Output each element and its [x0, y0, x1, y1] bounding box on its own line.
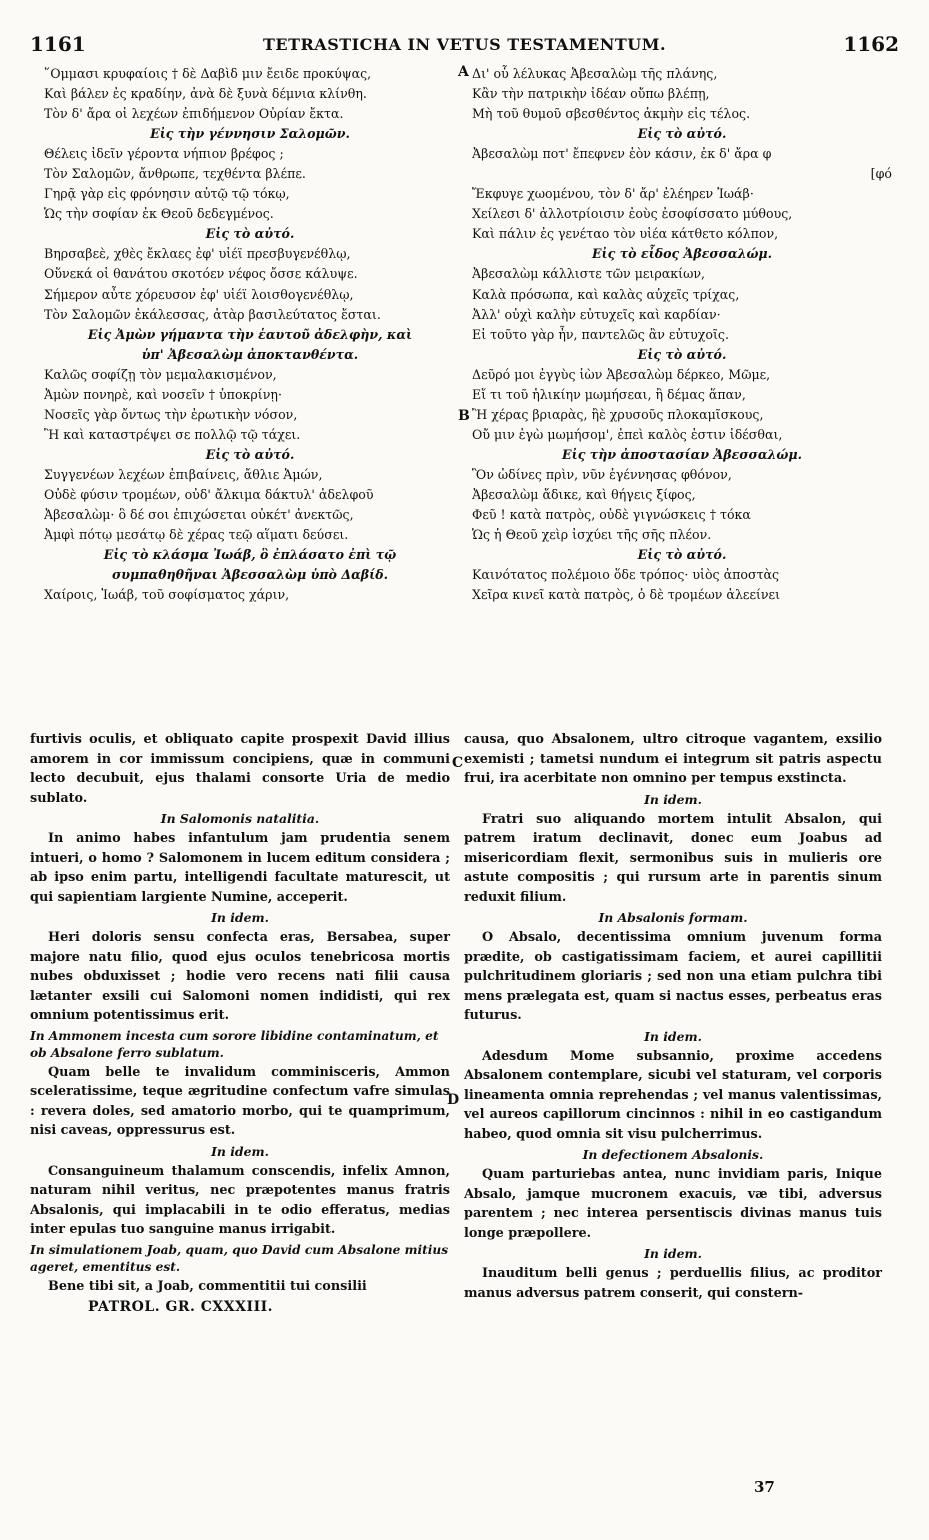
latin-heading: In idem.	[211, 1143, 269, 1159]
greek-line: Συγγενέων λεχέων ἐπιβαίνεις, ἄθλιε Ἀμών,	[44, 466, 323, 482]
greek-line: Ἀβεσαλὼμ· ὃ δέ σοι ἐπιχώσεται οὐκέτ' ἀνεκτῶς,	[44, 507, 354, 523]
latin-heading: In idem.	[644, 1246, 702, 1261]
sheet-number: 37	[754, 1478, 775, 1496]
greek-line: Ἀβεσαλὼμ ποτ' ἔπεφνεν ἑὸν κάσιν, ἐκ δ' ἄρα φ	[472, 146, 772, 162]
latin-paragraph: causa, quo Absalonem, ultro citroque vagantem, exsilio exemisti ; tametsi nundum ei integrum sit patris aspectu frui, ira acerbitate non omnino per tempus exstincta.	[464, 732, 882, 786]
latin-heading: In Ammonem incesta cum sorore libidine contaminatum, et ob Absalone ferro sublatum.	[30, 1028, 439, 1060]
greek-heading: Εἰς τὸ εἶδος Ἀβεσσαλώμ.	[591, 246, 773, 262]
greek-line: Καλῶς σοφίζῃ τὸν μεμαλακισμένον,	[44, 366, 277, 382]
latin-paragraph: In animo habes infantulum jam prudentia senem intueri, o homo ? Salomonem in lucem editum considera ; ab ipso enim partu, intelligendi facultate maturescit, ut qui sapientiam largiente Numine, acceperit.	[30, 831, 450, 905]
latin-paragraph: Consanguineum thalamum conscendis, infelix Amnon, naturam nihil veritus, nec præpotentes manus fratris Absalonis, qui implacabili in te odio efferatus, medias inter epulas tuo sanguine manus irrigabit.	[30, 1163, 450, 1237]
greek-line: Ἢ καὶ καταστρέψει σε πολλῷ τῷ τάχει.	[44, 426, 301, 442]
margin-mark-c: C	[452, 755, 464, 771]
greek-line: Ἀμφὶ πότῳ μεσάτῳ δὲ χέρας τεῷ αἵματι δεύσει.	[44, 527, 349, 543]
greek-line: Οὔ μιν ἐγὼ μωμήσομ', ἐπεὶ καλὸς ἐστιν ἰδέσθαι,	[472, 426, 783, 442]
greek-heading: Εἰς τὴν ἀποστασίαν Ἀβεσσαλώμ.	[562, 446, 802, 462]
greek-line: Δεῦρό μοι ἐγγὺς ἰὼν Ἀβεσαλὼμ δέρκεο, Μῶμε,	[472, 366, 771, 382]
latin-heading: In idem.	[644, 1028, 702, 1044]
greek-heading: Εἰς τὸ αὐτό.	[637, 346, 727, 362]
running-title: TETRASTICHA IN VETUS TESTAMENTUM.	[262, 35, 667, 54]
latin-heading: In simulationem Joab, quam, quo David cum Absalone mitius ageret, ementitus est.	[30, 1242, 449, 1274]
latin-paragraph: Quam parturiebas antea, nunc invidiam paris, Inique Absalo, jamque mucronem exacuis, væ tibi, adversus parentem ; nec interea persentiscis divinas manus tuis longe præpollere.	[464, 1167, 882, 1241]
latin-paragraph: Quam belle te invalidum comminisceris, Ammon sceleratissime, teque ægritudine confectum vafre simulas : revera doles, sed amatorio morbo, qui te quamprimum, nisi caveas, oppressurus est.	[30, 1064, 450, 1138]
greek-line: Καὶ βάλεν ἐς κραδίην, ἀνὰ δὲ ξυνὰ δέμνια κλίνθη.	[44, 86, 367, 102]
greek-column-left	[44, 64, 456, 605]
greek-line: Τὸν δ' ἄρα οἱ λεχέων ἐπιδήμενον Οὐρίαν ἔκτα.	[44, 106, 344, 122]
latin-heading: In Salomonis natalitia.	[160, 811, 320, 826]
greek-line: Χεῖρα κινεῖ κατὰ πατρὸς, ὁ δὲ τρομέων ἀλεείνει	[472, 587, 781, 603]
greek-line: Τὸν Σαλομῶν ἐκάλεσσας, ἀτὰρ βασιλεύτατος ἔσται.	[44, 306, 381, 322]
latin-paragraph: Bene tibi sit, a Joab, commentitii tui consilii	[48, 1278, 367, 1294]
latin-column-right	[464, 730, 882, 1303]
greek-line: Καλὰ πρόσωπα, καὶ καλὰς αὐχεῖς τρίχας,	[472, 286, 740, 302]
latin-paragraph: Adesdum Mome subsannio, proxime accedens Absalonem contemplare, sicubi vel staturam, vel corporis lineamenta omnia reprehendas ; vel manus valentissimas, vel aureos capillorum cincinnos : nihil in eo castigandum habeo, quod omnia sit visu pulcherrimus.	[464, 1048, 882, 1142]
greek-line: Θέλεις ἰδεῖν γέροντα νήπιον βρέφος ;	[44, 146, 284, 162]
greek-heading: Εἰς τὴν γέννησιν Σαλομῶν.	[150, 126, 350, 142]
greek-line: Βηρσαβεὲ, χθὲς ἔκλαες ἐφ' υἱέϊ πρεσβυγενέθλῳ,	[44, 246, 351, 262]
greek-line: Ὡς ἡ Θεοῦ χεὶρ ἰσχύει τῆς σῆς πλέον.	[472, 527, 712, 543]
greek-line: Σήμερον αὖτε χόρευσον ἐφ' υἱέϊ λοισθογενέθλῳ,	[44, 286, 354, 302]
greek-line: Οὕνεκά οἱ θανάτου σκοτόεν νέφος ὄσσε κάλυψε.	[44, 266, 358, 282]
greek-line: Ἔκφυγε χωομένου, τὸν δ' ἄρ' ἐλέηρεν Ἰωάβ·	[472, 186, 754, 202]
greek-line: Ἀλλ' οὐχὶ καλὴν εὐτυχεῖς καὶ καρδίαν·	[472, 306, 721, 322]
greek-line: Μὴ τοῦ θυμοῦ σβεσθέντος ἀκμὴν εἰς τέλος.	[472, 106, 751, 122]
greek-line: Ὃν ὠδίνες πρὶν, νῦν ἐγέννησας φθόνον,	[472, 466, 732, 482]
greek-line: Ὡς τὴν σοφίαν ἐκ Θεοῦ δεδεγμένος.	[44, 206, 274, 222]
greek-line: Εἰ τοῦτο γὰρ ἦν, παντελῶς ἂν εὐτυχοῖς.	[472, 326, 729, 342]
greek-column-right	[472, 64, 892, 605]
page-number-left: 1161	[30, 32, 86, 56]
latin-column-left	[30, 730, 450, 1318]
greek-line: Χείλεσι δ' ἀλλοτρίοισιν ἐοὺς ἐσοφίσσατο μύθους,	[472, 206, 793, 222]
greek-heading: Εἰς τὸ αὐτό.	[205, 226, 295, 242]
greek-line: Ἀβεσαλὼμ ἄδικε, καὶ θήγεις ξίφος,	[472, 486, 696, 502]
greek-heading: συμπαθηθῆναι Ἀβεσσαλὼμ ὑπὸ Δαβίδ.	[111, 567, 389, 583]
margin-mark-d: D	[447, 1092, 460, 1108]
greek-line: Εἴ τι τοῦ ἡλικίην μωμήσεαι, ἢ δέμας ἅπαν,	[472, 386, 746, 402]
latin-heading: In defectionem Absalonis.	[582, 1147, 764, 1162]
patrology-signature: PATROL. GR. CXXXIII.	[88, 1299, 274, 1315]
page-number-right: 1162	[843, 32, 899, 56]
greek-line: Καὶ πάλιν ἐς γενέταο τὸν υἱέα κάτθετο κόλπον,	[472, 226, 779, 242]
greek-line-runover: [φό	[870, 166, 892, 182]
greek-heading: Εἰς τὸ κλάσμα Ἰωάβ, ὃ ἐπλάσατο ἐπὶ τῷ	[103, 547, 397, 563]
margin-mark-a: A	[458, 64, 469, 80]
greek-line: Ἀμὼν πονηρὲ, καὶ νοσεῖν † ὑποκρίνῃ·	[44, 386, 282, 402]
running-header	[30, 32, 899, 56]
greek-line: ῞Ομμασι κρυφαίοις † δὲ Δαβὶδ μιν ἔειδε προκύψας,	[44, 66, 372, 81]
greek-line: Δι' οὗ λέλυκας Ἀβεσαλὼμ τῆς πλάνης,	[472, 66, 718, 81]
greek-heading: ὑπ' Ἀβεσαλὼμ ἀποκτανθέντα.	[141, 346, 359, 362]
latin-paragraph: Heri doloris sensu confecta eras, Bersabea, super majore natu filio, quod ejus oculos tenebricosa mortis nubes obduxisset ; hodie vero recens nati filii causa lætanter exsili cui Salomoni nomen indidisti, qui rex omnium potentissimus erit.	[30, 930, 450, 1023]
latin-heading: In idem.	[644, 791, 702, 807]
greek-line: Οὐδὲ φύσιν τρομέων, οὐδ' ἄλκιμα δάκτυλ' ἀδελφοῦ	[44, 486, 374, 502]
greek-line: Γηρᾷ γὰρ εἰς φρόνησιν αὐτῷ τῷ τόκῳ,	[44, 186, 290, 202]
latin-paragraph: O Absalo, decentissima omnium juvenum forma prædite, ob castigatissimam faciem, et aurei capillitii pulchritudinem gloriaris ; sed non una etiam pulchra tibi mens prælegata est, quam si nactus esses, perbeatus eras futurus.	[464, 930, 882, 1023]
greek-heading: Εἰς τὸ αὐτό.	[637, 126, 727, 142]
greek-line: Χαίροις, Ἰωάβ, τοῦ σοφίσματος χάριν,	[44, 587, 290, 603]
greek-line: Κἂν τὴν πατρικὴν ἰδέαν οὔπω βλέπῃ,	[472, 86, 710, 102]
greek-heading: Εἰς τὸ αὐτό.	[637, 547, 727, 563]
greek-line: Φεῦ ! κατὰ πατρὸς, οὐδὲ γιγνώσκεις † τόκα	[472, 507, 751, 523]
greek-line: Ἢ χέρας βριαρὰς, ἢὲ χρυσοῦς πλοκαμῖσκους,	[472, 406, 764, 422]
latin-heading: In idem.	[211, 910, 269, 925]
latin-heading: In Absalonis formam.	[598, 910, 748, 925]
latin-paragraph: Inauditum belli genus ; perduellis filius, ac proditor manus adversus patrem conserit, qui constern-	[464, 1266, 882, 1301]
margin-mark-b: B	[458, 408, 470, 424]
greek-line: Καινότατος πολέμοιο ὅδε τρόπος· υἱὸς ἀποστὰς	[472, 567, 780, 583]
greek-line: Νοσεῖς γὰρ ὄντως τὴν ἐρωτικὴν νόσον,	[44, 406, 298, 422]
greek-heading: Εἰς Ἀμὼν γήμαντα τὴν ἑαυτοῦ ἀδελφὴν, καὶ	[87, 326, 413, 342]
greek-line: Ἀβεσαλὼμ κάλλιστε τῶν μειρακίων,	[472, 266, 705, 282]
greek-line: Τὸν Σαλομῶν, ἄνθρωπε, τεχθέντα βλέπε.	[44, 166, 306, 182]
latin-paragraph: furtivis oculis, et obliquato capite prospexit David illius amorem in cor immissum concipiens, quæ in communi lecto decubuit, ejus thalami consorte Uria de medio sublato.	[30, 732, 450, 806]
latin-paragraph: Fratri suo aliquando mortem intulit Absalon, qui patrem iratum declinavit, donec eum Joabus ad misericordiam flexit, sermonibus suis in mulieris ore astute compositis ; qui rursum arte in parentis sinum reduxit filium.	[464, 811, 882, 905]
greek-heading: Εἰς τὸ αὐτό.	[205, 446, 295, 462]
